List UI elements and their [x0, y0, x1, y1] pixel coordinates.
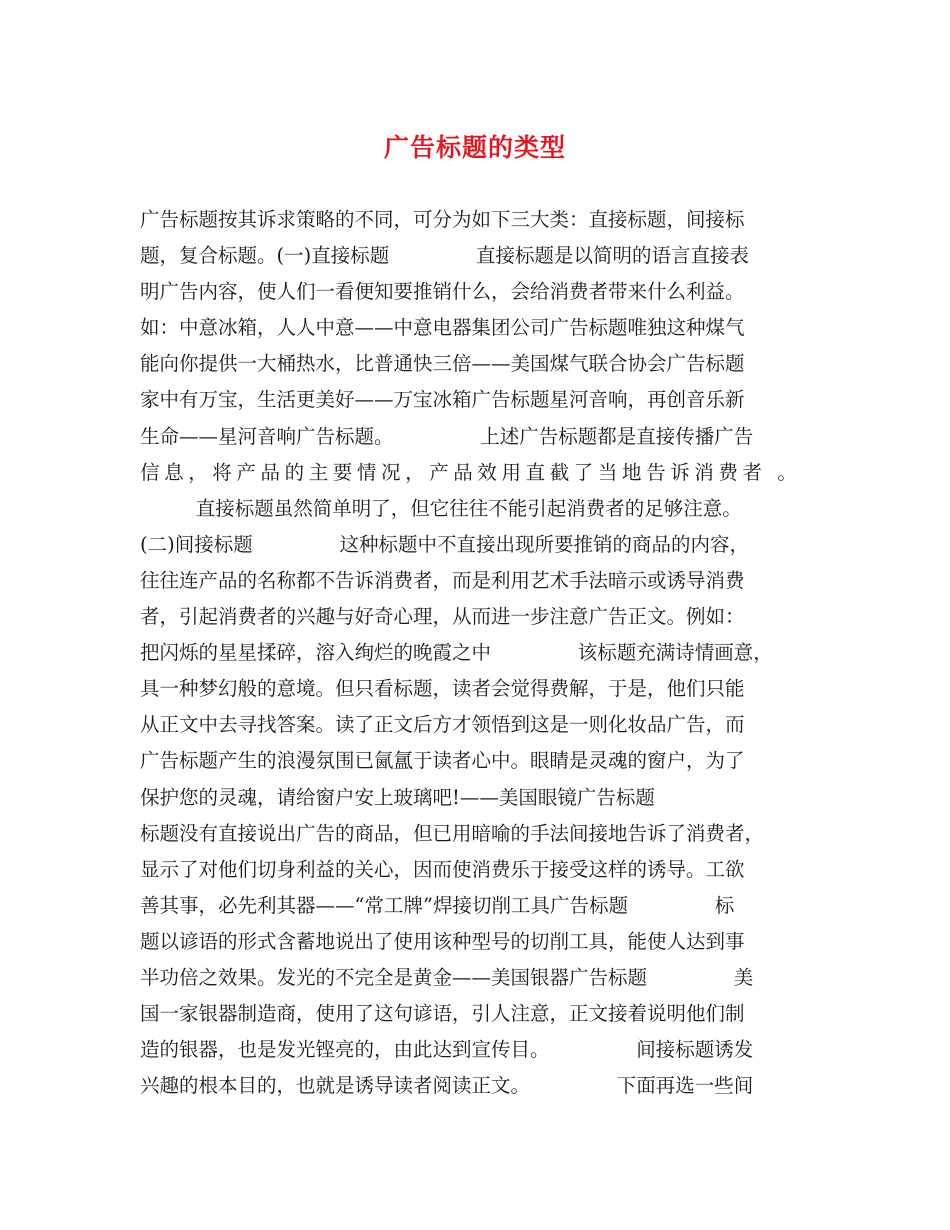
body-line: 半功倍之效果。发光的不完全是黄金——美国银器广告标题 美	[140, 965, 754, 989]
body-line: 能向你提供一大桶热水，比普通快三倍——美国煤气联合协会广告标题	[140, 352, 745, 376]
body-line: 家中有万宝，生活更美好——万宝冰箱广告标题星河音响，再创音乐新	[140, 388, 745, 412]
body-line: (二)间接标题 这种标题中不直接出现所要推销的商品的内容，	[140, 532, 749, 556]
body-line: 国一家银器制造商，使用了这句谚语，引人注意，正文接着说明他们制	[140, 1002, 745, 1026]
body-line: 者，引起消费者的兴趣与好奇心理，从而进一步注意广告正文。例如：	[140, 605, 745, 629]
body-line: 明广告内容，使人们一看便知要推销什么，会给消费者带来什么利益。	[140, 280, 745, 304]
body-line: 从正文中去寻找答案。读了正文后方才领悟到这是一则化妆品广告，而	[140, 713, 745, 737]
body-line: 如：中意冰箱，人人中意——中意电器集团公司广告标题唯独这种煤气	[140, 316, 745, 340]
body-line: 标题没有直接说出广告的商品，但已用暗喻的手法间接地告诉了消费者，	[140, 821, 765, 845]
body-line: 广告标题按其诉求策略的不同，可分为如下三大类：直接标题，间接标	[140, 208, 745, 231]
body-line: 兴趣的根本目的，也就是诱导读者阅读正文。 下面再选一些间	[140, 1074, 754, 1098]
body-line: 生命——星河音响广告标题。 上述广告标题都是直接传播广告	[140, 424, 754, 448]
document-title: 广告标题的类型	[383, 133, 566, 162]
document-body	[140, 202, 830, 1104]
body-line: 题，复合标题。(一)直接标题 直接标题是以简明的语言直接表	[140, 244, 749, 268]
body-line: 往往连产品的名称都不告诉消费者，而是利用艺术手法暗示或诱导消费	[140, 568, 745, 592]
body-line: 善其事，必先利其器——“常工牌”焊接切削工具广告标题 标	[140, 893, 735, 917]
body-line: 题以谚语的形式含蓄地说出了使用该种型号的切削工具，能使人达到事	[140, 929, 745, 953]
body-line: 信息，将产品的主要情况，产品效用直截了当地告诉消费者 。	[140, 460, 802, 484]
body-line: 具一种梦幻般的意境。但只看标题，读者会觉得费解，于是，他们只能	[140, 677, 745, 701]
body-line: 显示了对他们切身利益的关心，因而使消费乐于接受这样的诱导。工欲	[140, 857, 745, 881]
body-line: 保护您的灵魂，请给窗户安上玻璃吧!——美国眼镜广告标题	[140, 785, 655, 809]
body-line: 广告标题产生的浪漫氛围已氤氲于读者心中。眼睛是灵魂的窗户，为了	[140, 749, 745, 773]
body-line: 造的银器，也是发光铿亮的，由此达到宣传目。 间接标题诱发	[140, 1038, 754, 1062]
body-line: 把闪烁的星星揉碎，溶入绚烂的晚霞之中 该标题充满诗情画意，	[140, 641, 773, 665]
body-line: 直接标题虽然简单明了，但它往往不能引起消费者的足够注意。	[140, 496, 742, 520]
